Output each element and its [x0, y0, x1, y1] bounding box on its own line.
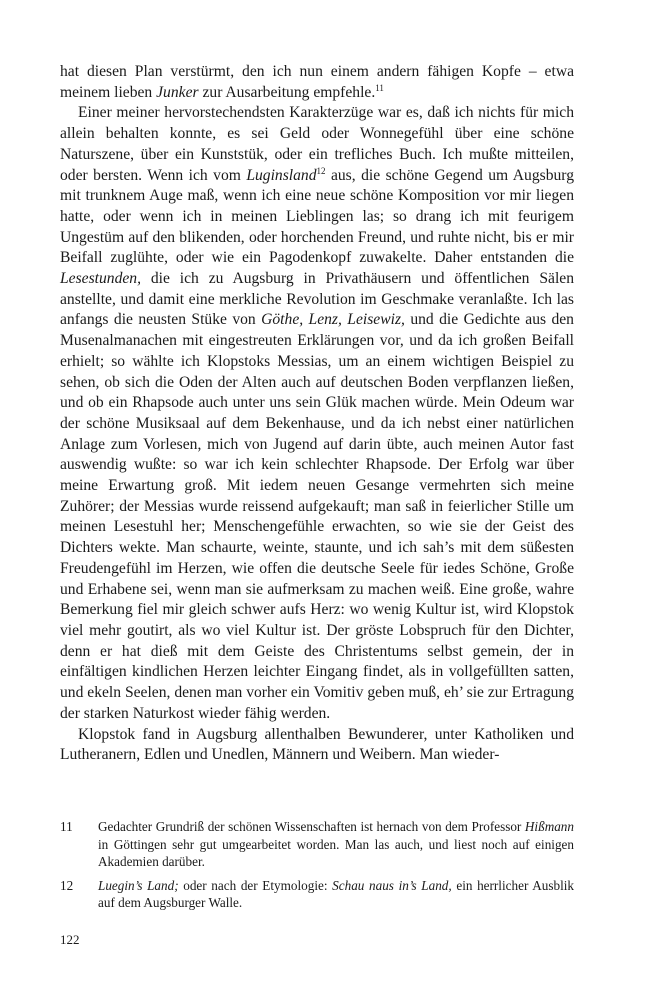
- italic-text: Lesestunden,: [60, 270, 141, 288]
- text-segment: in Göttingen sehr gut umgearbeitet worden. Man las auch, und liest noch auf einigen Akademien darüber.: [98, 836, 574, 870]
- italic-text: Göthe, Lenz, Leisewiz,: [261, 311, 405, 329]
- text-segment: und die Gedichte aus den Musenalmanachen mit eingestreuten Erklärungen vor, und da ich großen Beifall erhielt; so wählte ich Klopstoks Messias, um an einem wichtigen Beispiel zu sehen, ob sich die Oden der Alten auch auf deutschen Boden verpflanzen ließen, und ob ein Rhapsode auch unter uns sein Glük machen würde. Mein Odeum war der schöne Musiksaal auf dem Bekenhause, und da ich nebst einer natürlichen Anlage zum Vorlesen, mich von Jugend auf darin übte, auch meinen Autor fast auswendig wußte: so war ich kein schlechter Rhapsode. Der Erfolg war über meine Erwartung groß. Mit iedem neuen Gesange vermehrten sich meine Zuhörer; der Messias wurde reissend aufgekauft; man saß in feierlicher Stille um meinen Lesestuhl her; Menschengefühle erwachten, so wie sie der Geist des Dichters wekte. Man schaurte, weinte, staunte, und ich sah’s mit dem süßesten Freudengefühl im Herzen, wie offen die deutsche Seele für iedes Schöne, Große und Erhabene sei, wenn man sie aufmerksam zu machen weiß. Eine große, wahre Bemerkung fiel mir gleich schwer aufs Herz: wo wenig Kultur ist, wird Klopstok viel mehr goutirt, als wo viel Kultur ist. Der gröste Lobspruch für den Dichter, denn er hat dieß mit dem Geiste des Christentums selbst gemein, der in einfältigen kindlichen Herzen leichter Eingang findet, als in vollgefüllten satten, und ekeln Seelen, denen man vorher ein Vomitiv geben muß, eh’ sie zur Ertragung der starken Naturkost wieder fähig werden.: [60, 311, 575, 722]
- paragraph: [60, 62, 574, 103]
- footnote: [60, 818, 574, 871]
- italic-text: Schau naus in’s Land,: [332, 877, 452, 893]
- text-segment: die ich zu Augsburg in Privathäusern und öffentlichen Sälen anstellte, und damit eine merkliche Revolution im Geschmake veranlaßte. Ich las anfangs die neusten Stüke von: [60, 270, 574, 329]
- footnote-text: [98, 818, 574, 871]
- page-number: 122: [60, 932, 80, 947]
- footnote-ref: 12: [316, 165, 326, 176]
- footnotes: [60, 818, 574, 918]
- italic-text: Luginsland: [246, 166, 317, 184]
- text-segment: Einer meiner hervorstechendsten Karakterzüge war es, daß ich nichts für mich allein behalten konnte, es sei Geld oder Wonnegefühl über eine schöne Naturszene, über ein Kunststük, oder ein trefliches Buch. Ich mußte mitteilen, oder bersten. Wenn ich vom: [60, 104, 574, 184]
- page-body: [60, 62, 574, 766]
- text-segment: aus, die schöne Gegend um Augsburg mit trunknem Auge maß, wenn ich eine neue schöne Komposition vor mir liegen hatte, oder wenn ich in meinen Lieblingen las; so drang ich mit feurigem Ungestüm auf den blikenden, oder horchenden Freund, und ruhte nicht, bis er mir Beifall zuglühte, oder wie ein Pagodenkopf zuwakelte. Daher entstanden die: [60, 166, 574, 267]
- text-segment: Klopstok fand in Augsburg allenthalben Bewunderer, unter Katholiken und Lutheranern, Edlen und Unedlen, Männern und Weibern. Man wieder-: [60, 725, 574, 764]
- footnote: [60, 877, 574, 912]
- text-segment: Gedachter Grundriß der schönen Wissenschaften ist hernach von dem Professor: [98, 819, 525, 834]
- italic-text: Hißmann: [524, 819, 574, 834]
- italic-text: Luegin’s Land;: [98, 877, 179, 893]
- italic-text: Junker: [156, 83, 199, 101]
- footnote-number: 11: [60, 819, 73, 834]
- text-segment: ein herrlicher Ausblik auf dem Augsburger Walle.: [98, 877, 575, 911]
- paragraph: [60, 725, 574, 766]
- text-segment: hat diesen Plan verstürmt, den ich nun einem andern fähigen Kopfe – etwa meinem lieben: [60, 63, 574, 101]
- footnote-text: [98, 877, 574, 912]
- paragraph: [60, 103, 574, 724]
- text-segment: oder nach der Etymologie:: [178, 877, 333, 893]
- body-text: [60, 62, 574, 766]
- footnote-number: 12: [60, 877, 74, 893]
- text-segment: zur Ausarbeitung empfehle.: [198, 83, 376, 101]
- footnote-ref: 11: [375, 82, 384, 93]
